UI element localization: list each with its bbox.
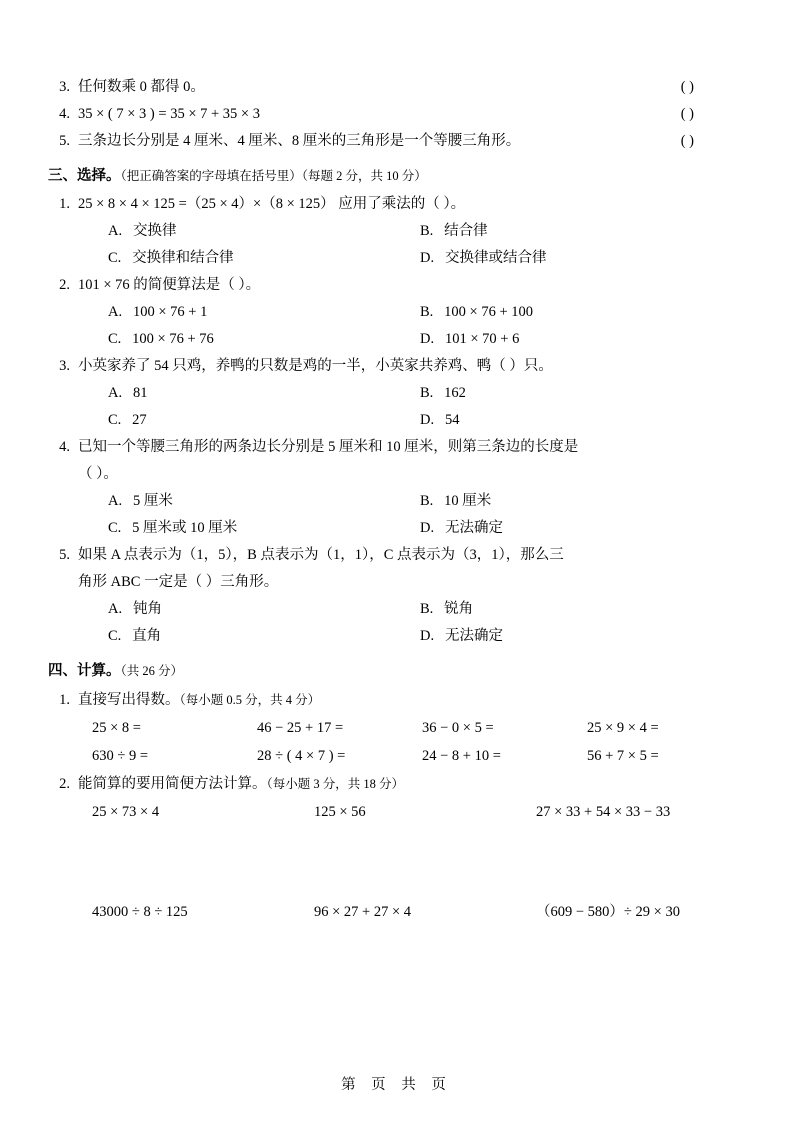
expression-cell[interactable]: 96 × 27 + 27 × 4 [314,904,412,920]
question-note: （每小题 3 分，共 18 分） [266,777,405,791]
option-label: B. [420,601,434,617]
work-space [48,826,720,898]
option-text: 直角 [132,628,162,644]
option-d[interactable] [348,407,720,434]
question-stem: 直接写出得数。 [78,692,180,708]
option-b[interactable] [348,596,720,623]
option-text: 27 [132,412,147,428]
judge-item [48,74,720,101]
answer-paren[interactable]: ( ) [680,106,694,122]
option-label: A. [108,385,123,401]
option-label: D. [420,412,435,428]
option-a[interactable] [78,596,348,623]
question-stem: 小英家养了 54 只鸡，养鸭的只数是鸡的一半，小英家共养鸡、鸭（ ）只。 [78,358,553,374]
expression-cell[interactable]: 46 − 25 + 17 = [257,720,344,736]
expression-row [48,798,720,826]
option-a[interactable] [78,299,348,326]
option-label: D. [420,250,435,266]
option-row [48,326,720,353]
question-number: 4. [59,439,70,455]
item-number: 3. [59,79,70,95]
option-label: C. [108,628,122,644]
question-number: 5. [59,547,70,563]
judge-item-group [48,74,720,155]
option-label: C. [108,412,122,428]
option-label: C. [108,331,122,347]
question-number: 1. [59,692,70,708]
option-label: A. [108,304,123,320]
question-stem-wrap [48,272,720,299]
section-note: （共 26 分） [120,664,184,678]
question-number: 2. [59,277,70,293]
expression-cell[interactable]: 25 × 73 × 4 [92,804,160,820]
option-text: 5 厘米 [132,493,173,509]
expression-cell[interactable]: 43000 ÷ 8 ÷ 125 [92,904,188,920]
question-stem: 101 × 76 的简便算法是（ ）。 [78,277,261,293]
option-label: C. [108,250,122,266]
question-stem: 已知一个等腰三角形的两条边长分别是 5 厘米和 10 厘米，则第三条边的长度是 [78,439,579,455]
option-label: D. [420,628,435,644]
question-stem-wrap [48,542,720,569]
option-text: 81 [132,385,148,401]
option-label: D. [420,520,435,536]
option-label: A. [108,223,123,239]
question-stem-wrap [48,434,720,461]
option-text: 54 [444,412,460,428]
expression-cell[interactable]: 125 × 56 [314,804,366,820]
option-label: B. [420,493,434,509]
expression-cell[interactable]: 24 − 8 + 10 = [422,748,501,764]
option-a[interactable] [78,218,348,245]
option-text: 无法确定 [444,520,503,536]
expression-cell[interactable]: 630 ÷ 9 = [92,748,149,764]
judge-item [48,128,720,155]
item-number: 5. [59,133,70,149]
expression-cell[interactable]: （609 − 580）÷ 29 × 30 [536,904,680,920]
option-b[interactable] [348,218,720,245]
page-footer: 第 页 共 页 [341,1077,452,1093]
option-b[interactable] [348,488,720,515]
option-c[interactable] [78,407,348,434]
option-row [48,245,720,272]
option-text: 100 × 76 + 100 [444,304,534,320]
choice-question [48,191,720,272]
item-text: 三条边长分别是 4 厘米、4 厘米、8 厘米的三角形是一个等腰三角形。 [78,133,521,149]
option-row [48,380,720,407]
option-a[interactable] [78,488,348,515]
question-number: 3. [59,358,70,374]
option-text: 100 × 76 + 76 [132,331,214,347]
option-label: C. [108,520,122,536]
option-row [48,407,720,434]
judge-item [48,101,720,128]
option-text: 101 × 70 + 6 [444,331,520,347]
section-title: 四、计算。 [48,663,121,679]
option-text: 100 × 76 + 1 [132,304,208,320]
option-label: B. [420,223,434,239]
question-stem: 能简算的要用简便方法计算。 [78,776,267,792]
option-label: A. [108,601,123,617]
question-note: （每小题 0.5 分，共 4 分） [179,693,321,707]
section-heading-calc [48,656,720,686]
option-text: 交换律或结合律 [444,250,547,266]
expression-cell[interactable]: 56 + 7 × 5 = [587,748,659,764]
choice-question [48,542,720,650]
option-text: 无法确定 [444,628,503,644]
item-text: 任何数乘 0 都得 0。 [78,79,205,95]
item-text: 35 × ( 7 × 3 ) = 35 × 7 + 35 × 3 [78,106,260,122]
question-stem-line2-wrap [48,569,720,596]
option-row [48,596,720,623]
calc-question-1 [48,686,720,714]
choice-question [48,353,720,434]
question-stem: 25 × 8 × 4 × 125 =（25 × 4）×（8 × 125） 应用了乘法的（ ）。 [78,196,466,212]
option-text: 交换律和结合律 [132,250,234,266]
choice-question [48,272,720,353]
option-row [48,515,720,542]
option-row [48,488,720,515]
question-stem-line2-wrap [48,461,720,488]
expression-cell[interactable]: 27 × 33 + 54 × 33 − 33 [536,804,671,820]
option-a[interactable] [78,380,348,407]
option-label: D. [420,331,435,347]
question-stem-wrap [48,353,720,380]
section-title: 三、选择。 [48,168,121,184]
section-note: （把正确答案的字母填在括号里）（每题 2 分，共 10 分） [120,169,427,183]
item-number: 4. [59,106,70,122]
option-row [48,623,720,650]
expression-cell[interactable]: 36 − 0 × 5 = [422,720,494,736]
question-number: 1. [59,196,70,212]
question-stem: 如果 A 点表示为（1，5），B 点表示为（1，1），C 点表示为（3，1），那么三 [78,547,564,563]
answer-paren[interactable]: ( ) [680,133,694,149]
question-number: 2. [59,776,70,792]
option-c[interactable] [78,515,348,542]
section-heading-choice [48,161,720,191]
expression-row [48,898,720,926]
option-text: 162 [444,385,466,401]
choice-question [48,434,720,542]
option-row [48,218,720,245]
option-d[interactable] [348,245,720,272]
option-b[interactable] [348,380,720,407]
option-text: 结合律 [444,223,488,239]
expression-cell[interactable]: 28 ÷ ( 4 × 7 ) = [257,748,346,764]
option-row [48,299,720,326]
option-c[interactable] [78,245,348,272]
option-text: 锐角 [444,601,474,617]
expression-row [48,742,720,770]
expression-row [48,714,720,742]
option-label: A. [108,493,123,509]
option-text: 5 厘米或 10 厘米 [132,520,238,536]
option-text: 钝角 [132,601,162,617]
option-c[interactable] [78,326,348,353]
calc-question-2 [48,770,720,798]
option-label: B. [420,385,434,401]
option-text: 交换律 [132,223,177,239]
expression-cell[interactable]: 25 × 8 = [92,720,141,736]
option-c[interactable] [78,623,348,650]
expression-cell[interactable]: 25 × 9 × 4 = [587,720,659,736]
question-stem-line2: （ ）。 [78,466,118,482]
question-stem-wrap [48,191,720,218]
option-d[interactable] [348,623,720,650]
page-content [48,74,720,926]
option-label: B. [420,304,434,320]
option-text: 10 厘米 [444,493,492,509]
option-d[interactable] [348,326,720,353]
answer-paren[interactable]: ( ) [680,79,694,95]
option-d[interactable] [348,515,720,542]
option-b[interactable] [348,299,720,326]
question-stem-line2: 角形 ABC 一定是（ ）三角形。 [78,574,279,590]
